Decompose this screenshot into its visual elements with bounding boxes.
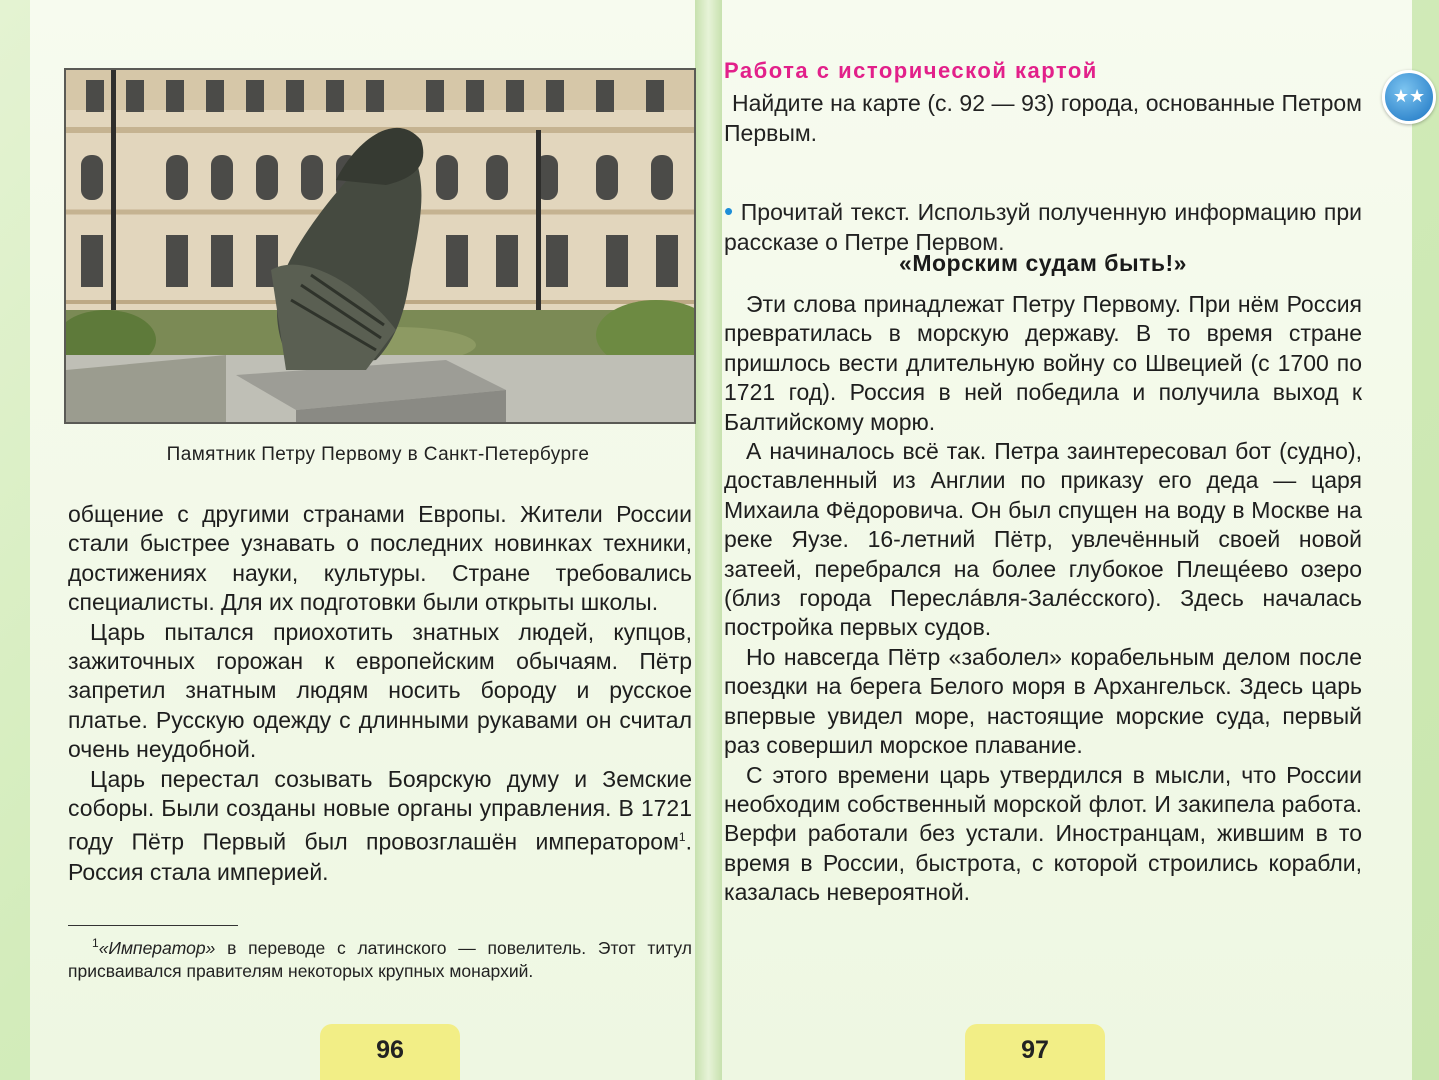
paragraph: общение с другими странами Европы. Жители России стали быстрее узнавать о последних новинках техники, достижениях науки, культуры. Стране требовались специалисты. Для их подготовки были открыты школы. (68, 501, 692, 616)
right-page-text (724, 290, 1362, 908)
stars-icon: ★★ (1382, 70, 1436, 124)
bullet-icon: • (724, 196, 734, 226)
page-number-left: 96 (320, 1024, 460, 1080)
page-number-right: 97 (965, 1024, 1105, 1080)
paragraph: Царь пытался приохотить знатных людей, купцов, зажиточных горожан к европейским обычаям. Пётр запретил знатным людям носить бороду и русское платье. Русскую одежду с длинными рукавами он считал очень неудобной. (68, 618, 692, 763)
book-gutter (695, 0, 722, 1080)
footnote-divider (68, 925, 238, 926)
map-task: Найдите на карте (с. 92 — 93) города, основанные Петром Первым. (724, 90, 1362, 146)
footnote-text: в переводе с латинского — повелитель. Этот титул присваивался правителям некоторых крупных монархий. (68, 937, 692, 981)
reading-instruction (724, 196, 1362, 257)
paragraph-end: . Россия стала империей. (68, 829, 692, 885)
peter-monument-photo (64, 68, 696, 424)
footnote-mark: 1 (92, 936, 99, 950)
photo-caption: Памятник Петру Первому в Санкт-Петербурге (166, 444, 590, 465)
paragraph-text: Царь перестал созывать Боярскую думу и Земские соборы. Были созданы новые органы управления. В 1721 году Пётр Первый был провозглашён (68, 765, 692, 856)
paragraph: С этого времени царь утвердился в мысли, что России необходим собственный морской флот. И закипела работа. Верфи работали без устали. Иностранцам, жившим в то время в России, быстрота, с которой строились корабли, казалась невероятной. (724, 761, 1362, 906)
footnote-reference: 1 (678, 830, 686, 845)
paragraph (68, 765, 692, 887)
paragraph: Но навсегда Пётр «заболел» корабельным делом после поездки на берега Белого моря в Архангельск. Здесь царь впервые увидел море, настоящие морские суда, первый раз совершил морское плавание. (724, 643, 1362, 759)
left-page-text (68, 500, 692, 887)
footnote-term: «Император» (98, 937, 216, 958)
emperor-word: императором (535, 829, 679, 856)
footnote (68, 932, 692, 983)
paragraph: Эти слова принадлежат Петру Первому. При нём Россия превратилась в морскую державу. В то время стране пришлось вести длительную войну со Швецией (с 1700 по 1721 год). Россия в ней победила и получила выход к Балтийскому морю. (724, 291, 1362, 435)
paragraph: А начиналось всё так. Петра заинтересовал бот (судно), доставленный из Англии по приказу его деда — царя Михаила Фёдоровича. Он был спущен на воду в Москве на реке Яузе. 16-летний Пётр, увлечённый своей новой затеей, перебрался на более глубокое Плещéево озеро (близ города Переслáвля-Залéсского). Здесь началась постройка первых судов. (724, 438, 1362, 641)
instruction-text: Прочитай текст. Используй полученную информацию при рассказе о Петре Первом. (724, 199, 1362, 255)
story-title: «Морским судам быть!» (899, 250, 1187, 276)
section-title: Работа с исторической картой (724, 58, 1098, 83)
